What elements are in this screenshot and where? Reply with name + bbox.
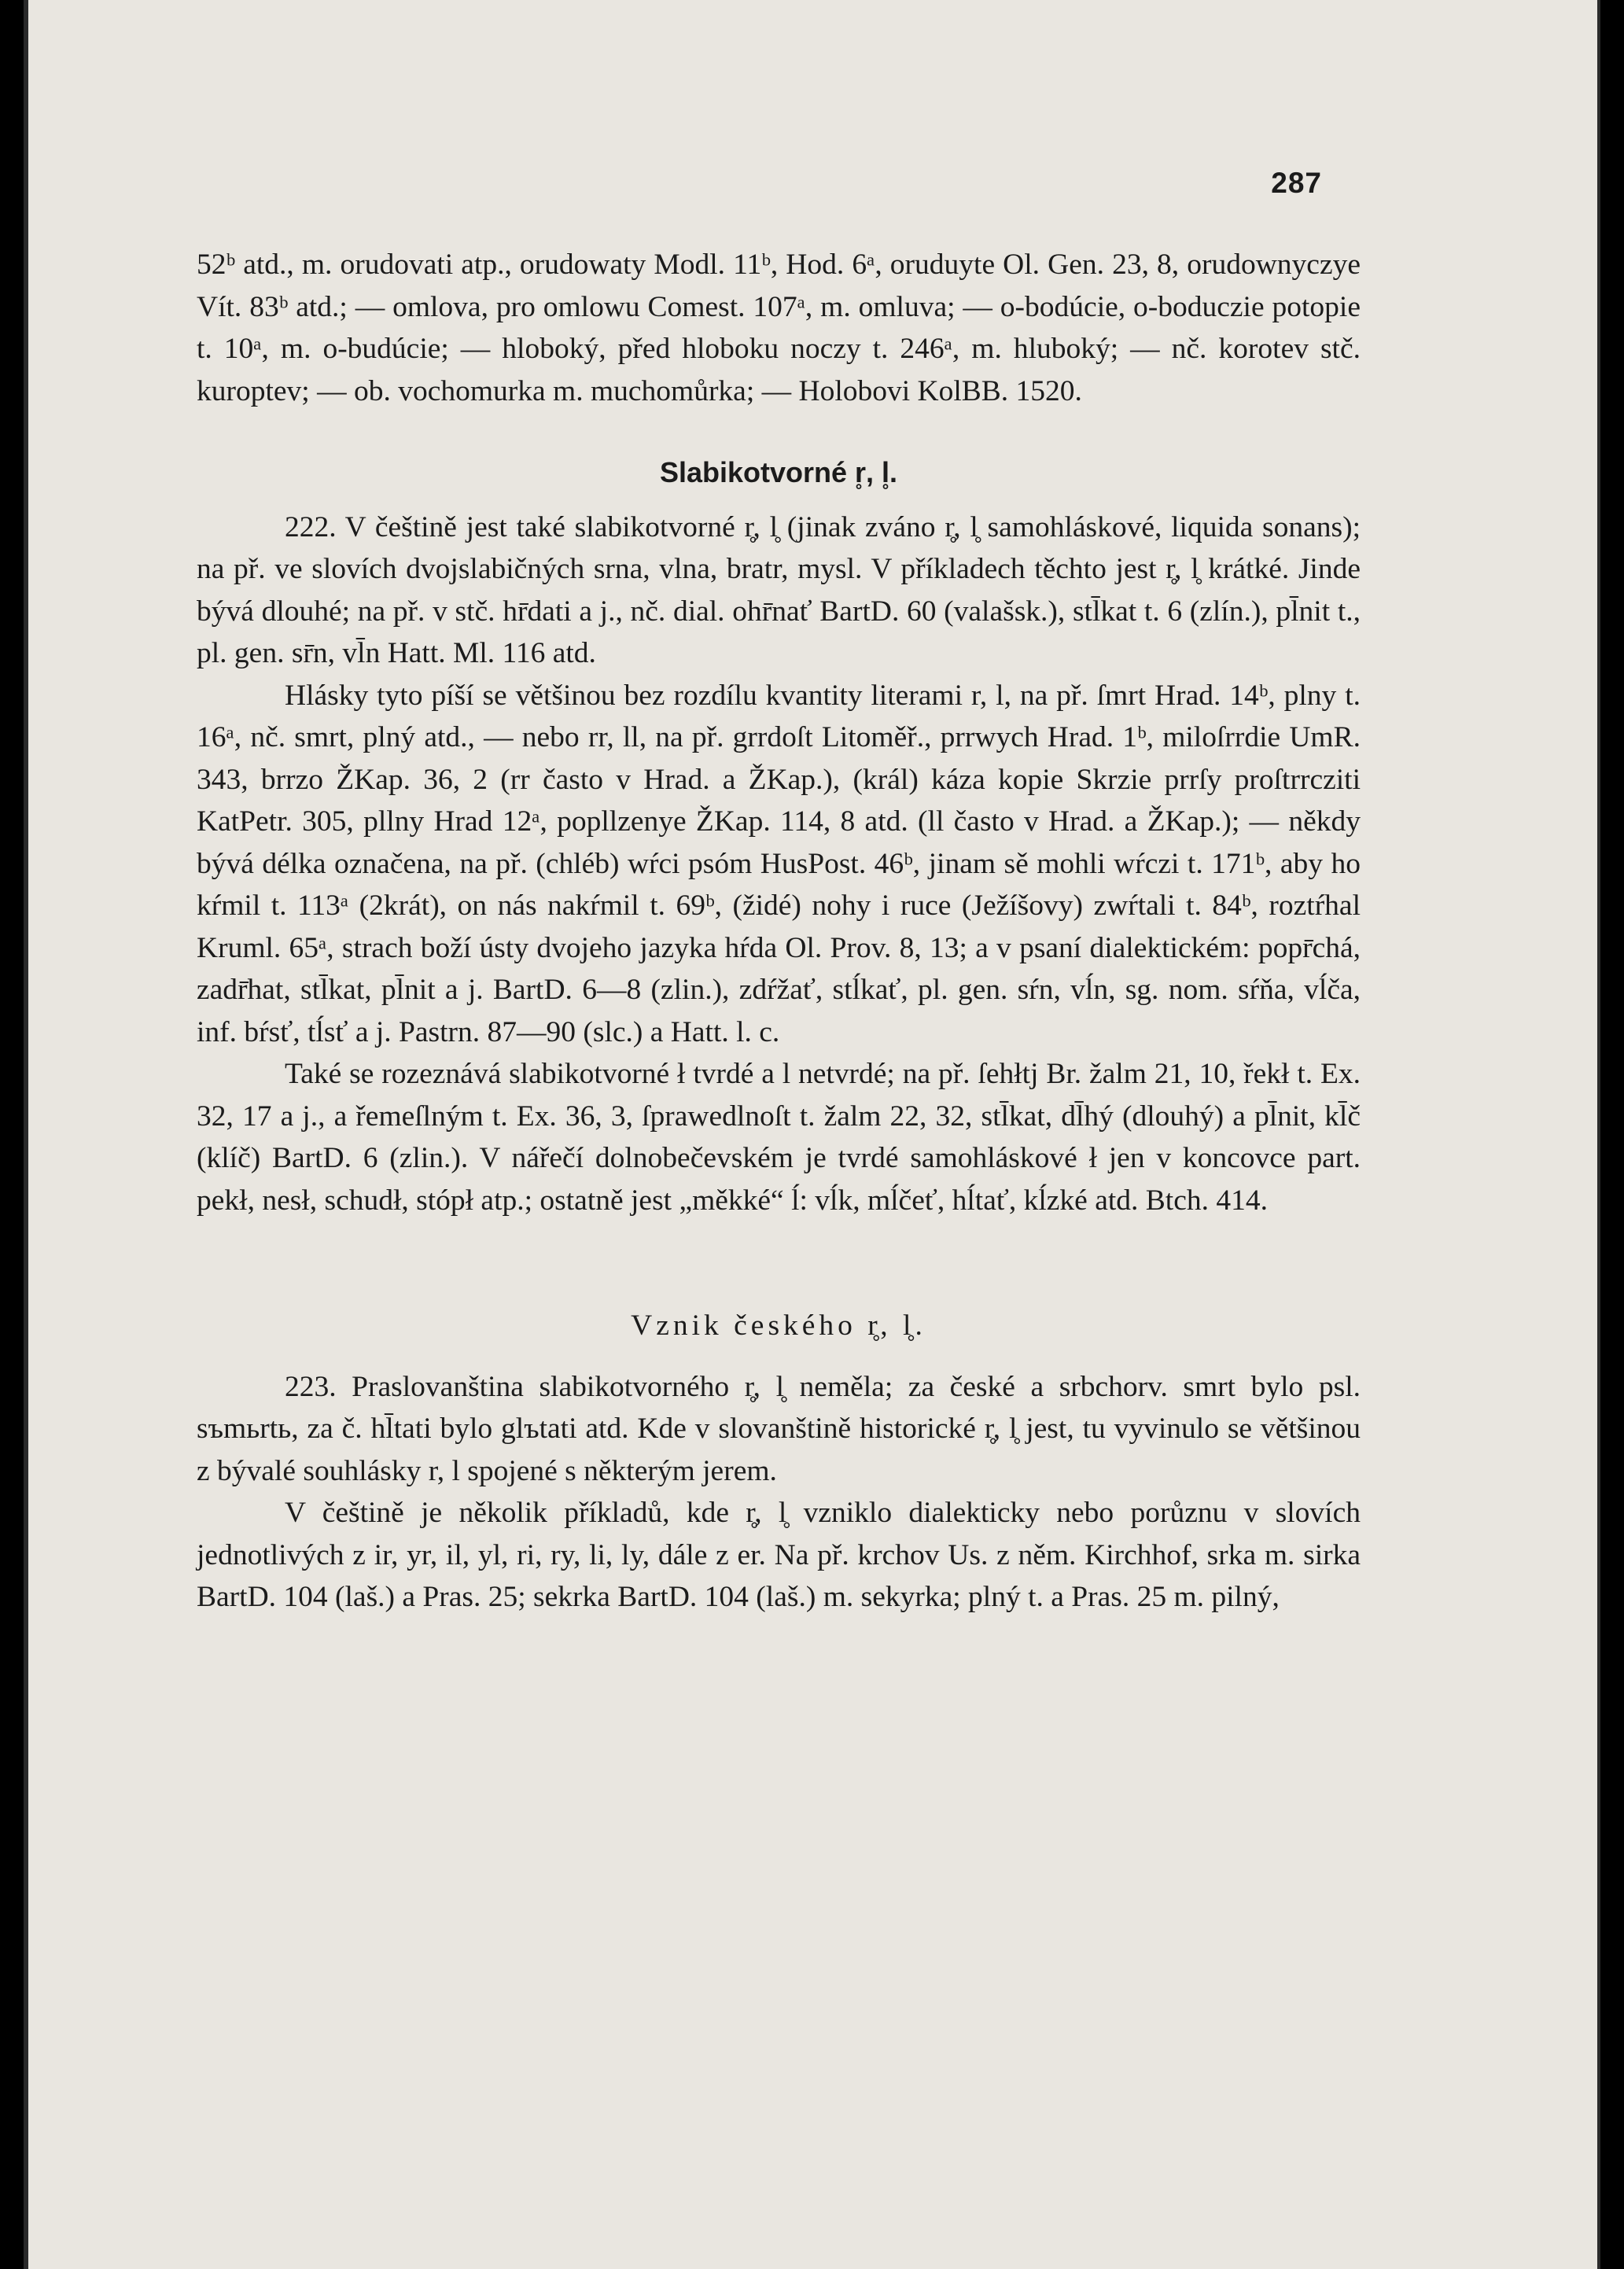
section-heading-vznik: Vznik českého r̥, l̥. — [631, 1309, 926, 1342]
paragraph-take: Také se rozeznává slabikotvorné ł tvrdé a l netvrdé; na př. ſehłtj Br. žalm 21, 10, řekł t. Ex. 32, 17 a j., a řemeſlným t. Ex. 36, 3, ſprawedlnoſt t. žalm 22, 32, stl̄kat, dl̄hý (dlouhý) a pl̄nit, kl̄č (klíč) BartD. 6 (zlin.). V nářečí dolnobečevském je tvrdé samohláskové ł jen v koncovce part. pekł, nesł, schudł, stópł atp.; ostatně jest „měkké“ ĺ: vĺk, mĺčeť, hĺtať, kĺzké atd. Btch. 414. — [197, 1058, 1361, 1217]
scan-edge-right — [1597, 0, 1600, 2269]
paragraph-hlasky: Hlásky tyto píší se většinou bez rozdílu kvantity literami r, l, na př. ſmrt Hrad. 14ᵇ, plny t. 16ᵃ, nč. smrt, plný atd., — nebo rr, ll, na př. grrdoſt Litoměř., prrwych Hrad. 1ᵇ, miloſrrdie UmR. 343, brrzo ŽKap. 36, 2 (rr často v Hrad. a ŽKap.), (král) káza kopie Skrzie prrſy proſtrrcziti KatPetr. 305, pllny Hrad 12ᵃ, popllzenye ŽKap. 114, 8 atd. (ll často v Hrad. a ŽKap.); — někdy bývá délka označena, na př. (chléb) wŕci psóm HusPost. 46ᵇ, jinam sě mohli wŕczi t. 171ᵇ, aby ho kŕmil t. 113ᵃ (2krát), on nás nakŕmil t. 69ᵇ, (židé) nohy i ruce (Ježíšovy) zwŕtali t. 84ᵇ, roztŕhal Kruml. 65ᵃ, strach boží ústy dvojeho jazyka hŕda Ol. Prov. 8, 13; a v psaní dialektickém: popr̄chá, zadr̄hat, stl̄kat, pl̄nit a j. BartD. 6—8 (zlin.), zdŕžať, stĺkať, pl. gen. sŕn, vĺn, sg. nom. sŕňa, vĺča, inf. bŕsť, tĺsť a j. Pastrn. 87—90 (slc.) a Hatt. l. c. — [197, 679, 1361, 1048]
paragraph-223: 223. Praslovanština slabikotvorného r̥, l̥ neměla; za české a srbchorv. smrt bylo psl. sъmьrtь, za č. hl̄tati bylo glъtati atd. Kde v slovanštině historické r̥, l̥ jest, tu vyvinulo se většinou z bývalé souhlásky r, l spojené s některým jerem. — [197, 1370, 1361, 1487]
page-number: 287 — [1271, 167, 1322, 199]
section-heading-slabikotvorne: Slabikotvorné r̥, l̥. — [659, 456, 898, 488]
paragraph-222: 222. V češtině jest také slabikotvorné r̥, l̥ (jinak zváno r̥, l̥ samohláskové, liquida sonans); na př. ve slovích dvojslabičných srna, vlna, bratr, mysl. V příkladech těchto jest r̥, l̥ krátké. Jinde bývá dlouhé; na př. v stč. hr̄dati a j., nč. dial. ohr̄nať BartD. 60 (valašsk.), stl̄kat t. 6 (zlín.), pl̄nit t., pl. gen. sr̄n, vl̄n Hatt. Ml. 116 atd. — [197, 510, 1361, 669]
paragraph-continuation: 52ᵇ atd., m. orudovati atp., orudowaty Modl. 11ᵇ, Hod. 6ᵃ, oruduyte Ol. Gen. 23, 8, orudownyczye Vít. 83ᵇ atd.; — omlova, pro omlowu Comest. 107ᵃ, m. omluva; — o-bodúcie, o-boduczie potopie t. 10ᵃ, m. o-budúcie; — hloboký, před hloboku noczy t. 246ᵃ, m. hluboký; — nč. korotev stč. kuroptev; — ob. vochomurka m. muchomůrka; — Holobovi KolBB. 1520. — [197, 249, 1361, 407]
book-page — [24, 0, 1600, 2269]
scan-edge-left — [24, 0, 28, 2269]
paragraph-v-cestine: V češtině je několik příkladů, kde r̥, l̥ vzniklo dialekticky nebo porůznu v slovích jednotlivých z ir, yr, il, yl, ri, ry, li, ly, dále z er. Na př. krchov Us. z něm. Kirchhof, srka m. sirka BartD. 104 (laš.) a Pras. 25; sekrka BartD. 104 (laš.) m. sekyrka; plný t. a Pras. 25 m. pilný, — [197, 1497, 1361, 1613]
page-body — [197, 244, 1361, 1619]
